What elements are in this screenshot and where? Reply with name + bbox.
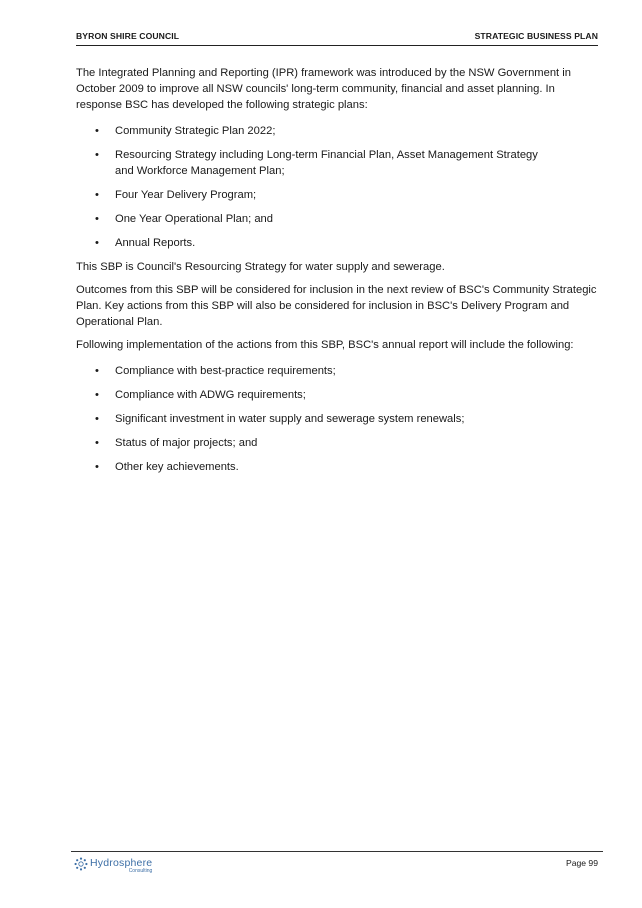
bullet-icon: • xyxy=(95,237,99,249)
list-item xyxy=(76,147,598,179)
list-item-text: Compliance with ADWG requirements; xyxy=(115,389,306,401)
list-item xyxy=(76,459,598,475)
list-item xyxy=(76,123,598,139)
page-number: Page 99 xyxy=(565,858,598,868)
bullet-icon: • xyxy=(95,437,99,449)
list-item-text: Compliance with best-practice requirements; xyxy=(115,365,336,377)
bullet-icon: • xyxy=(95,149,99,161)
logo-word: Hydrosphere xyxy=(90,857,153,870)
bullet-icon: • xyxy=(95,389,99,401)
header-divider xyxy=(76,45,598,46)
list-item xyxy=(76,363,598,379)
hydrosphere-logo xyxy=(74,856,152,876)
header-document-title: STRATEGIC BUSINESS PLAN xyxy=(474,31,598,41)
list-item xyxy=(76,211,598,227)
list-item-text: Four Year Delivery Program; xyxy=(115,189,257,201)
sbp-statement-paragraph: This SBP is Council's Resourcing Strategy for water supply and sewerage. xyxy=(76,261,445,273)
list-item-text: Resourcing Strategy including Long-term Financial Plan, Asset Management Strategy and Workforce Management Plan; xyxy=(115,149,538,177)
list-item-text: Status of major projects; and xyxy=(115,437,258,449)
list-item xyxy=(76,387,598,403)
bullet-icon: • xyxy=(95,189,99,201)
footer-divider xyxy=(71,851,603,852)
list-item-text: One Year Operational Plan; and xyxy=(115,213,273,225)
header-council-name: BYRON SHIRE COUNCIL xyxy=(76,31,180,41)
list-item-text: Annual Reports. xyxy=(115,237,196,249)
logo-subtitle: Consulting xyxy=(128,867,153,874)
annual-report-paragraph: Following implementation of the actions from this SBP, BSC's annual report will include the following: xyxy=(76,339,574,351)
bullet-icon: • xyxy=(95,413,99,425)
list-item xyxy=(76,235,598,251)
outcomes-paragraph: Outcomes from this SBP will be considered for inclusion in the next review of BSC's Community Strategic Plan. Key actions from this SBP will also be considered for inclusion in BSC's Delivery Program and Operational Plan. xyxy=(76,284,597,328)
list-item-text: Community Strategic Plan 2022; xyxy=(115,125,276,137)
page-header xyxy=(76,29,598,43)
list-item-text: Other key achievements. xyxy=(115,461,239,473)
list-item xyxy=(76,411,598,427)
bullet-icon: • xyxy=(95,213,99,225)
list-item xyxy=(76,435,598,451)
document-body xyxy=(76,65,598,483)
annual-report-items-list xyxy=(76,363,598,475)
logo-wordmark xyxy=(90,858,152,874)
strategic-plans-list xyxy=(76,123,598,251)
bullet-icon: • xyxy=(95,365,99,377)
list-item-text: Significant investment in water supply and sewerage system renewals; xyxy=(115,413,465,425)
bullet-icon: • xyxy=(95,125,99,137)
intro-paragraph: The Integrated Planning and Reporting (IPR) framework was introduced by the NSW Government in October 2009 to improve all NSW councils' long-term community, financial and asset planning. In response BSC has developed the following strategic plans: xyxy=(76,67,571,111)
bullet-icon: • xyxy=(95,461,99,473)
hydrosphere-logo-icon xyxy=(74,857,88,876)
list-item xyxy=(76,187,598,203)
